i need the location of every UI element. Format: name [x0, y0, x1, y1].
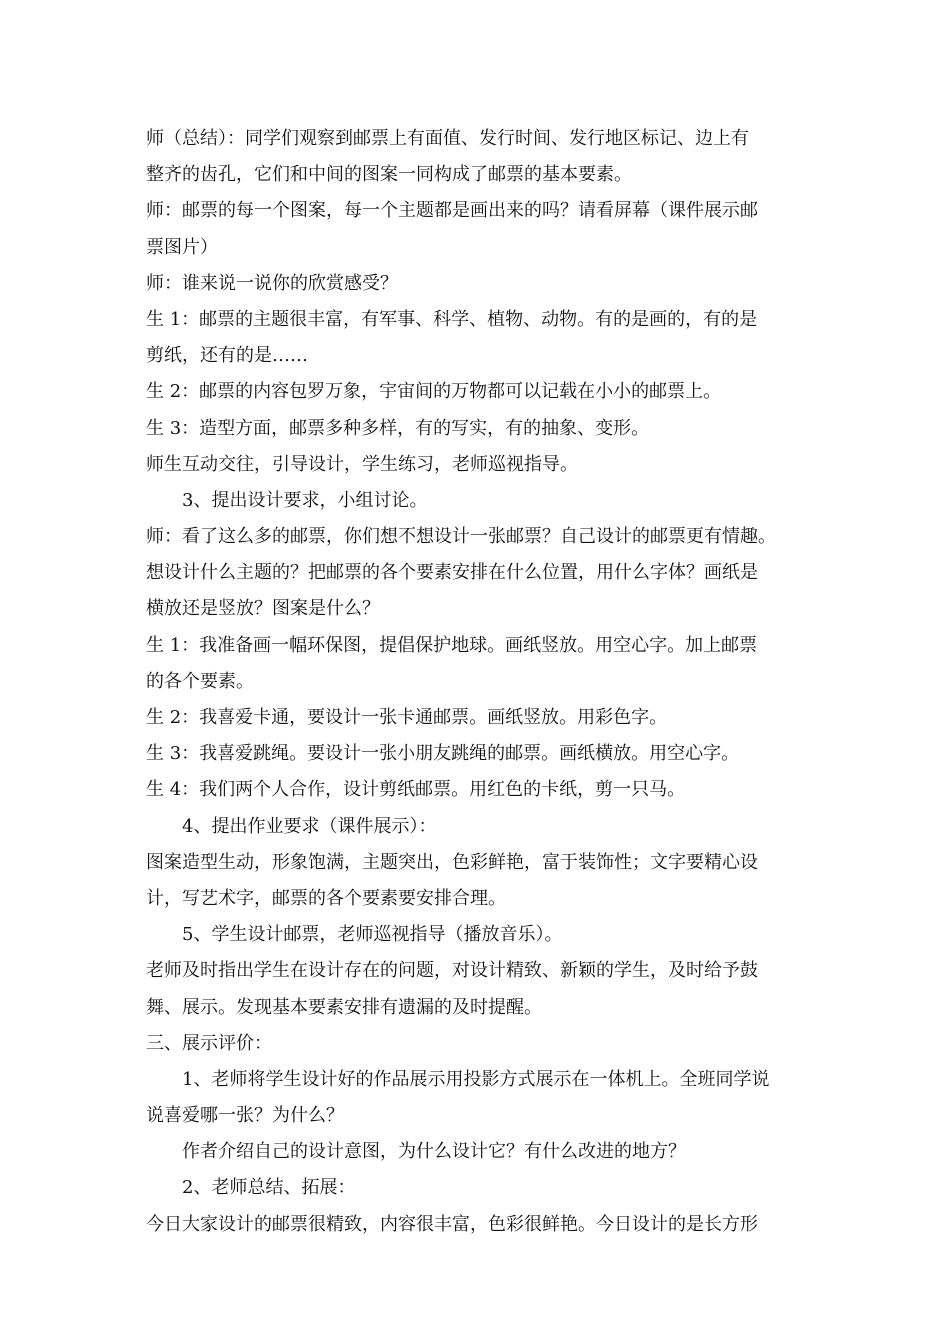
text-line: 横放还是竖放？图案是什么？: [146, 598, 380, 620]
text-line: 想设计什么主题的？把邮票的各个要素安排在什么位置，用什么字体？画纸是: [146, 562, 758, 584]
text-line: 生 1：邮票的主题很丰富，有军事、科学、植物、动物。有的是画的，有的是: [146, 308, 758, 330]
text-line: 师：谁来说一说你的欣赏感受？: [146, 272, 398, 294]
text-line: 生 2：邮票的内容包罗万象，宇宙间的万物都可以记载在小小的邮票上。: [146, 381, 722, 403]
text-line: 票图片）: [146, 236, 218, 258]
text-line: 作者介绍自己的设计意图，为什么设计它？有什么改进的地方？: [182, 1141, 686, 1163]
text-line: 4、提出作业要求（课件展示）：: [182, 815, 437, 837]
text-line: 师生互动交往，引导设计，学生练习，老师巡视指导。: [146, 453, 578, 475]
text-line: 2、老师总结、拓展：: [182, 1177, 356, 1199]
text-line: 5、学生设计邮票，老师巡视指导（播放音乐）。: [182, 924, 563, 946]
text-line: 生 1：我准备画一幅环保图，提倡保护地球。画纸竖放。用空心字。加上邮票: [146, 634, 758, 656]
text-line: 计，写艺术字，邮票的各个要素要安排合理。: [146, 887, 506, 909]
text-line: 师：邮票的每一个图案，每一个主题都是画出来的吗？请看屏幕（课件展示邮: [146, 200, 758, 222]
text-line: 三、展示评价：: [146, 1032, 272, 1054]
text-line: 老师及时指出学生在设计存在的问题，对设计精致、新颖的学生，及时给予鼓: [146, 960, 758, 982]
text-line: 生 2：我喜爱卡通，要设计一张卡通邮票。画纸竖放。用彩色字。: [146, 707, 668, 728]
text-line: 的各个要素。: [146, 670, 254, 692]
text-line: 舞、展示。发现基本要素安排有遗漏的及时提醒。: [146, 996, 542, 1018]
text-line: 1、老师将学生设计好的作品展示用投影方式展示在一体机上。全班同学说: [182, 1068, 770, 1090]
text-line: 生 4：我们两个人合作，设计剪纸邮票。用红色的卡纸，剪一只马。: [146, 779, 686, 801]
text-line: 整齐的齿孔，它们和中间的图案一同构成了邮票的基本要素。: [146, 164, 632, 186]
text-line: 生 3：造型方面，邮票多种多样，有的写实，有的抽象、变形。: [146, 417, 650, 439]
text-line: 剪纸，还有的是……: [146, 345, 308, 367]
text-line: 图案造型生动，形象饱满，主题突出，色彩鲜艳，富于装饰性；文字要精心设: [146, 851, 758, 873]
document-body: [146, 121, 816, 1243]
text-line: 师：看了这么多的邮票，你们想不想设计一张邮票？自己设计的邮票更有情趣。: [146, 526, 776, 548]
text-line: 今日大家设计的邮票很精致，内容很丰富，色彩很鲜艳。今日设计的是长方形: [146, 1213, 758, 1235]
text-line: 师（总结）：同学们观察到邮票上有面值、发行时间、发行地区标记、边上有: [146, 128, 749, 149]
text-line: 生 3：我喜爱跳绳。要设计一张小朋友跳绳的邮票。画纸横放。用空心字。: [146, 743, 740, 765]
text-line: 3、提出设计要求，小组讨论。: [182, 489, 428, 511]
text-line: 说喜爱哪一张？为什么？: [146, 1105, 344, 1127]
